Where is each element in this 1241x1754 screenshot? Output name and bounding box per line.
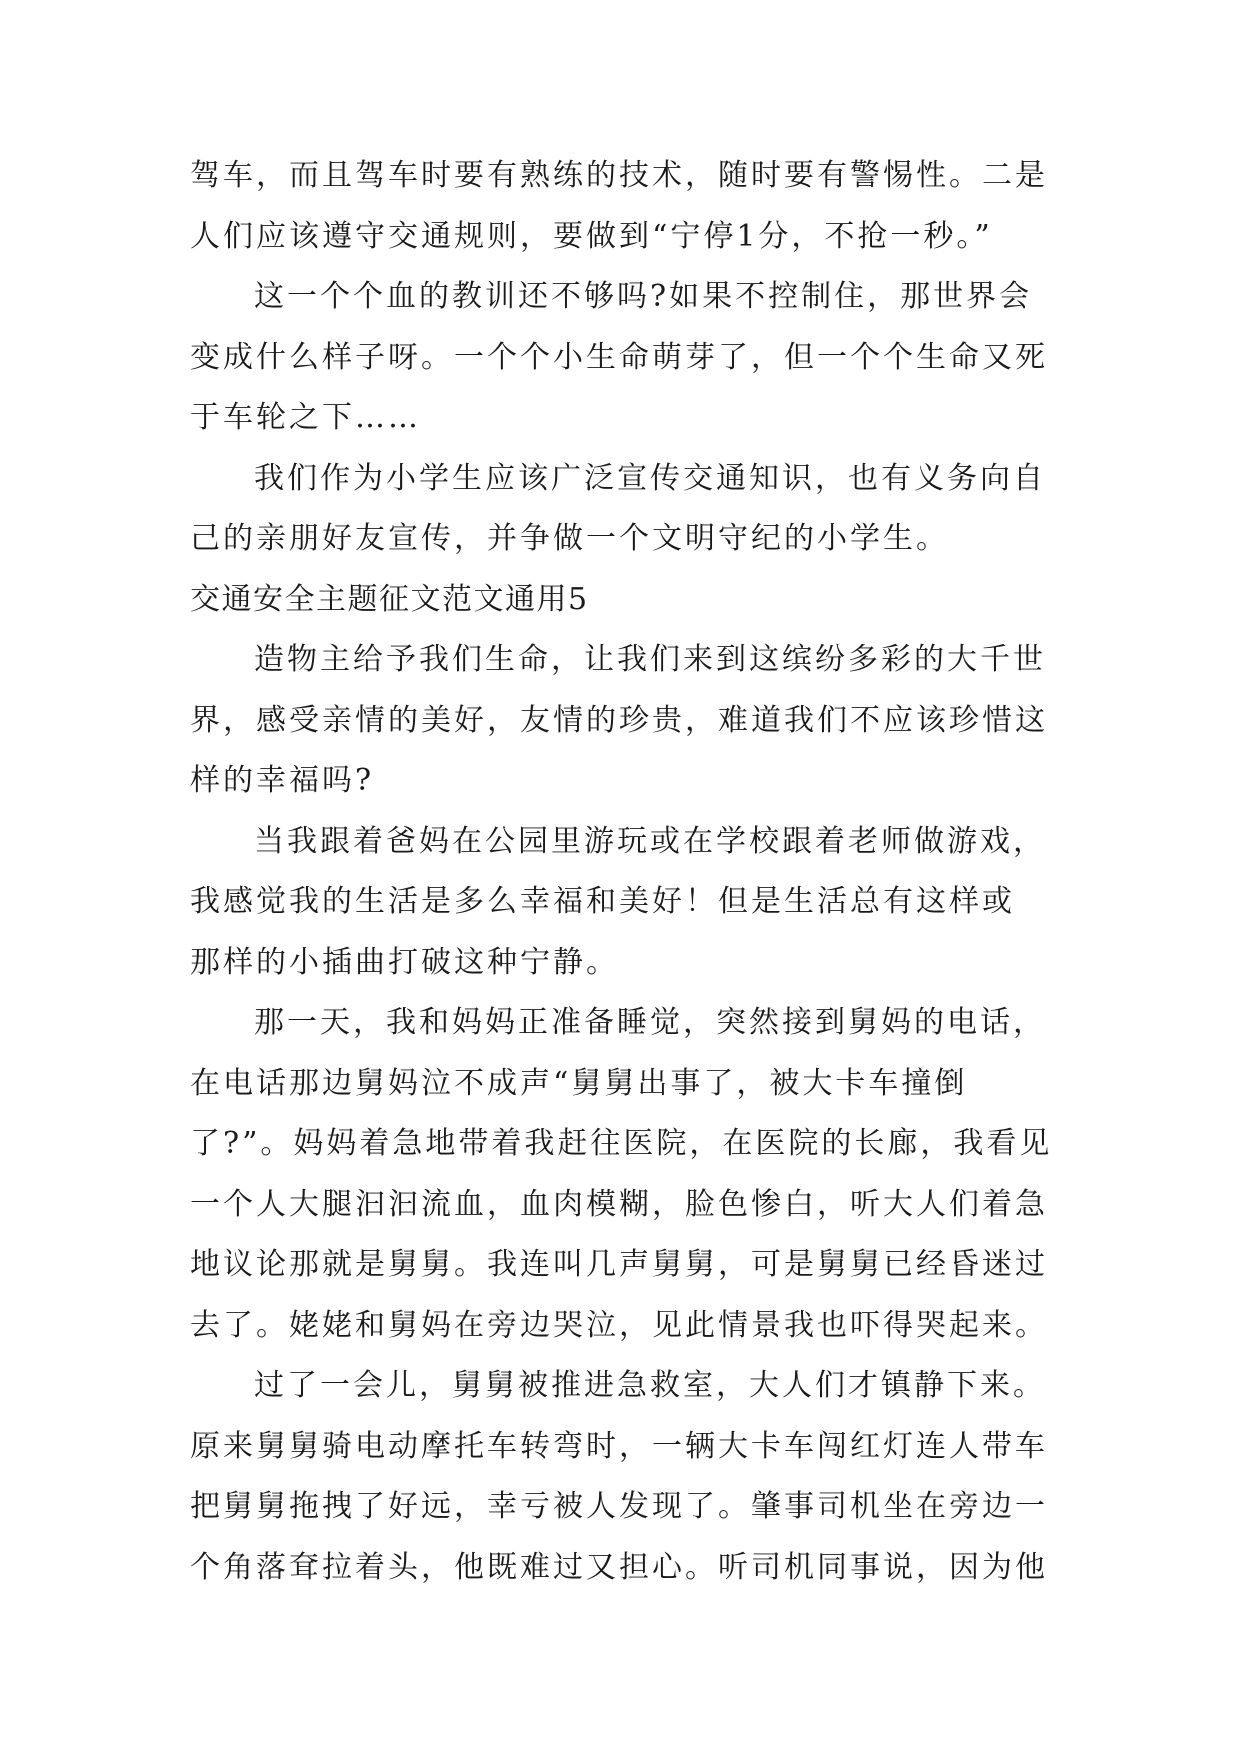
paragraph-start-line: 这一个个血的教训还不够吗?如果不控制住，那世界会 — [254, 279, 1033, 314]
text-line: 原来舅舅骑电动摩托车转弯时，一辆大卡车闯红灯连人带车 — [190, 1428, 1048, 1464]
text-line: 去了。姥姥和舅妈在旁边哭泣，见此情景我也吓得哭起来。 — [190, 1307, 1048, 1343]
text-line: 人们应该遵守交通规则，要做到“宁停1分，不抢一秒。” — [190, 218, 993, 254]
text-line: 己的亲朋好友宣传，并争做一个文明守纪的小学生。 — [190, 521, 949, 556]
text-line: 个角落耷拉着头，他既难过又担心。听司机同事说，因为他 — [190, 1549, 1048, 1585]
text-line: 把舅舅拖拽了好远，幸亏被人发现了。肇事司机坐在旁边一 — [190, 1489, 1048, 1524]
text-line: 于车轮之下…… — [190, 400, 421, 435]
text-line: 变成什么样子呀。一个个小生命萌芽了，但一个个生命又死 — [190, 339, 1048, 375]
text-line: 地议论那就是舅舅。我连叫几声舅舅，可是舅舅已经昏迷过 — [190, 1247, 1048, 1282]
text-line: 了?”。妈妈着急地带着我赶往医院，在医院的长廊，我看见 — [190, 1126, 1053, 1161]
text-line: 我感觉我的生活是多么幸福和美好！但是生活总有这样或 — [190, 884, 1015, 919]
text-line: 界，感受亲情的美好，友情的珍贵，难道我们不应该珍惜这 — [190, 702, 1048, 738]
text-line: 样的幸福吗? — [190, 763, 375, 798]
paragraph-start-line: 那一天，我和妈妈正准备睡觉，突然接到舅妈的电话， — [254, 1005, 1046, 1040]
text-line: 驾车，而且驾车时要有熟练的技术，随时要有警惕性。二是 — [190, 158, 1048, 193]
section-heading: 交通安全主题征文范文通用5 — [190, 581, 589, 617]
paragraph-start-line: 我们作为小学生应该广泛宣传交通知识，也有义务向自 — [254, 460, 1046, 496]
paragraph-start-line: 过了一会儿，舅舅被推进急救室，大人们才镇静下来。 — [254, 1368, 1046, 1403]
paragraph-start-line: 造物主给予我们生命，让我们来到这缤纷多彩的大千世 — [254, 642, 1046, 677]
text-line: 那样的小插曲打破这种宁静。 — [190, 944, 619, 980]
text-line: 在电话那边舅妈泣不成声“舅舅出事了，被大卡车撞倒 — [190, 1065, 968, 1101]
document-body — [190, 146, 1053, 1598]
paragraph-start-line: 当我跟着爸妈在公园里游玩或在学校跟着老师做游戏， — [254, 823, 1046, 859]
text-line: 一个人大腿汩汩流血，血肉模糊，脸色惨白，听大人们着急 — [190, 1186, 1048, 1222]
